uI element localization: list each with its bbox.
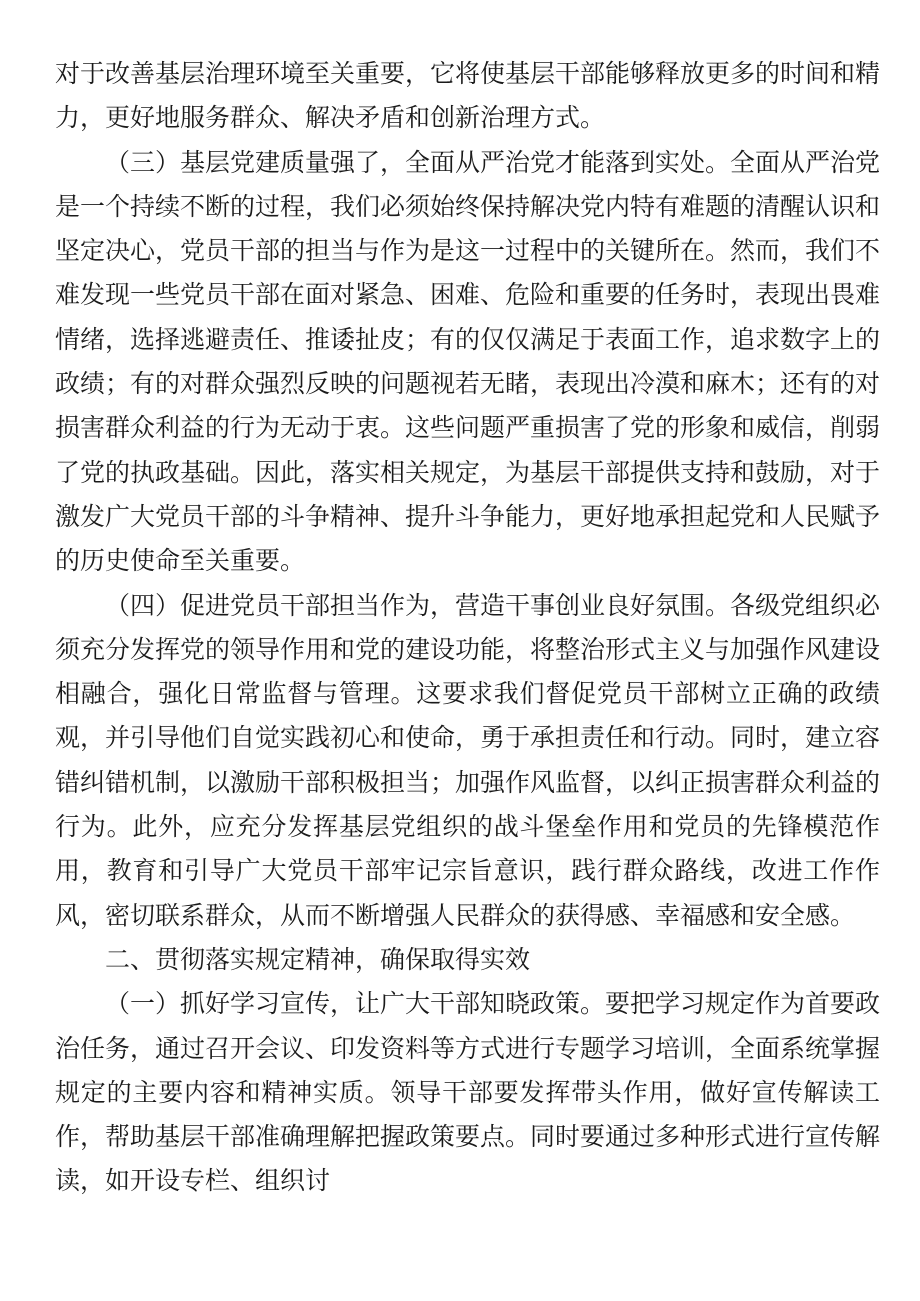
body-paragraph-continuation: 对于改善基层治理环境至关重要，它将使基层干部能够释放更多的时间和精力，更好地服务群众、解决矛盾和创新治理方式。 <box>55 59 881 133</box>
section-heading-two: 二、贯彻落实规定精神，确保取得实效 <box>105 944 531 974</box>
body-paragraph-section-four: （四）促进党员干部担当作为，营造干事创业良好氛围。各级党组织必须充分发挥党的领导作用和党的建设功能，将整治形式主义与加强作风建设相融合，强化日常监督与管理。这要求我们督促党员干部树立正确的政绩观，并引导他们自觉实践初心和使命，勇于承担责任和行动。同时，建立容错纠错机制，以激励干部积极担当；加强作风监督，以纠正损害群众利益的行为。此外，应充分发挥基层党组织的战斗堡垒作用和党员的先锋模范作用，教育和引导广大党员干部牢记宗旨意识，践行群众路线，改进工作作风，密切联系群众，从而不断增强人民群众的获得感、幸福感和安全感。 <box>55 590 881 930</box>
body-paragraph-section-three: （三）基层党建质量强了，全面从严治党才能落到实处。全面从严治党是一个持续不断的过程，我们必须始终保持解决党内特有难题的清醒认识和坚定决心，党员干部的担当与作为是这一过程中的关键所在。然而，我们不难发现一些党员干部在面对紧急、困难、危险和重要的任务时，表现出畏难情绪，选择逃避责任、推诿扯皮；有的仅仅满足于表面工作，追求数字上的政绩；有的对群众强烈反映的问题视若无睹，表现出冷漠和麻木；还有的对损害群众利益的行为无动于衷。这些问题严重损害了党的形象和威信，削弱了党的执政基础。因此，落实相关规定，为基层干部提供支持和鼓励，对于激发广大党员干部的斗争精神、提升斗争能力，更好地承担起党和人民赋予的历史使命至关重要。 <box>55 147 881 576</box>
body-paragraph-subsection-one: （一）抓好学习宣传，让广大干部知晓政策。要把学习规定作为首要政治任务，通过召开会议、印发资料等方式进行专题学习培训，全面系统掌握规定的主要内容和精神实质。领导干部要发挥带头作用，做好宣传解读工作，帮助基层干部准确理解把握政策要点。同时要通过多种形式进行宣传解读，如开设专栏、组织讨 <box>55 989 881 1196</box>
document-body <box>55 52 880 1204</box>
